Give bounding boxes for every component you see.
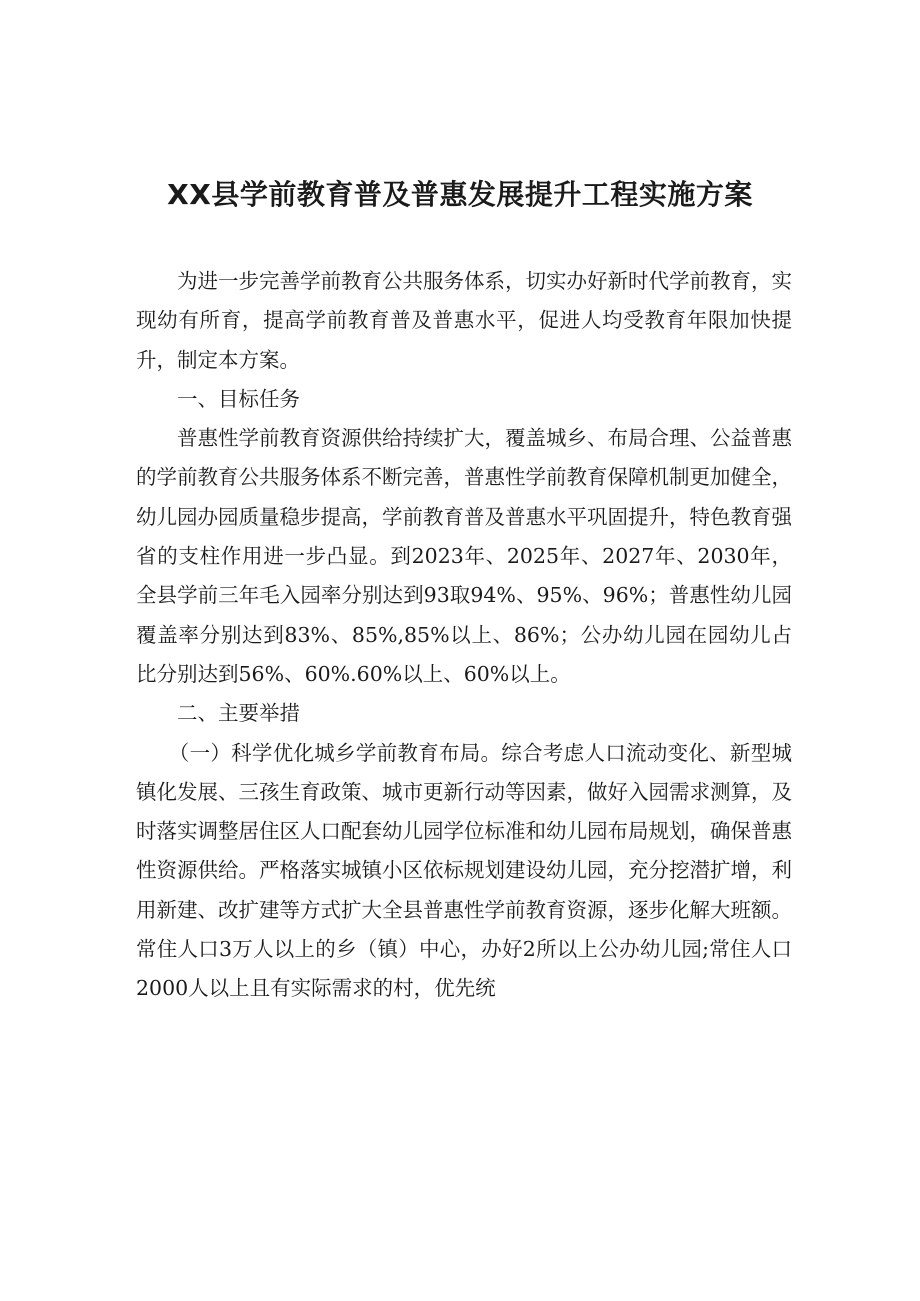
intro-paragraph: 为进一步完善学前教育公共服务体系，切实办好新时代学前教育，实现幼有所育，提高学前教育普及普惠水平，促进人均受教育年限加快提升，制定本方案。 [136,269,792,372]
document-title: XX县学前教育普及普惠发展提升工程实施方案 [167,178,753,211]
document-body [136,262,792,1009]
section-heading-measures: 二、主要举措 [177,701,300,726]
goals-paragraph: 普惠性学前教育资源供给持续扩大，覆盖城乡、布局合理、公益普惠的学前教育公共服务体系不断完善，普惠性学前教育保障机制更加健全，幼儿园办园质量稳步提高，学前教育普及普惠水平巩固提升，特色教育强省的支柱作用进一步凸显。到2023年、2025年、2027年、2030年，全县学前三年毛入园率分别达到93取94%、95%、96%；普惠性幼儿园覆盖率分别达到83%、85%,85%以上、86%；公办幼儿园在园幼儿占比分别达到56%、60%.60%以上、60%以上。 [136,426,792,686]
measure-paragraph-1: （一）科学优化城乡学前教育布局。综合考虑人口流动变化、新型城镇化发展、三孩生育政策、城市更新行动等因素，做好入园需求测算，及时落实调整居住区人口配套幼儿园学位标准和幼儿园布局规划，确保普惠性资源供给。严格落实城镇小区依标规划建设幼儿园，充分挖潜扩增，利用新建、改扩建等方式扩大全县普惠性学前教育资源，逐步化解大班额。常住人口3万人以上的乡（镇）中心，办好2所以上公办幼儿园;常住人口2000人以上且有实际需求的村，优先统 [136,740,792,1001]
section-heading-goals: 一、目标任务 [177,386,300,411]
